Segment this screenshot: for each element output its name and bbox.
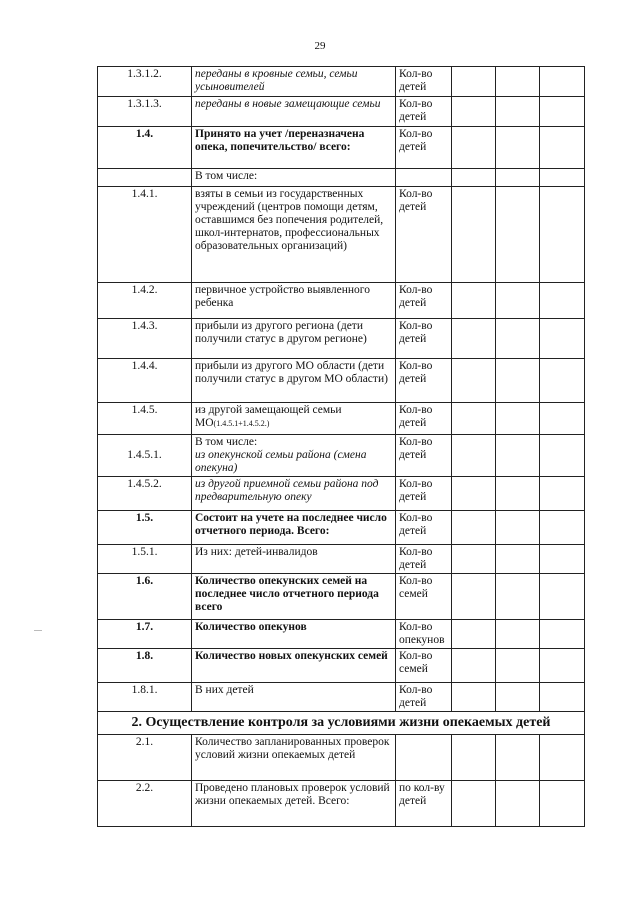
row-description: [192, 283, 396, 319]
row-unit: Кол-во детей: [396, 683, 452, 712]
row-description: [192, 649, 396, 683]
row-description-text: из опекунской семьи района (смена опекуна): [195, 449, 367, 474]
table-row: [98, 359, 585, 403]
value-cell[interactable]: [452, 283, 496, 319]
row-unit: Кол-во семей: [396, 574, 452, 620]
value-cell[interactable]: [452, 97, 496, 127]
value-cell[interactable]: [452, 477, 496, 511]
row-number: 1.4.1.: [98, 187, 192, 283]
row-unit: Кол-во детей: [396, 127, 452, 169]
table-row: [98, 435, 585, 477]
value-cell[interactable]: [452, 574, 496, 620]
value-cell[interactable]: [540, 97, 585, 127]
row-unit: Кол-во семей: [396, 649, 452, 683]
value-cell[interactable]: [540, 781, 585, 827]
row-number: 2.1.: [98, 735, 192, 781]
row-description-text: первичное устройство выявленного ребенка: [195, 284, 370, 309]
row-unit: Кол-во детей: [396, 67, 452, 97]
row-description-text: переданы в кровные семьи, семьи усыновителей: [195, 68, 358, 93]
value-cell[interactable]: [452, 649, 496, 683]
value-cell[interactable]: [496, 781, 540, 827]
row-number: 1.4.3.: [98, 319, 192, 359]
value-cell[interactable]: [452, 403, 496, 435]
value-cell[interactable]: [496, 319, 540, 359]
row-description: [192, 781, 396, 827]
row-description-text: Количество новых опекунских семей: [195, 650, 388, 662]
row-description: [192, 359, 396, 403]
table-row: [98, 511, 585, 545]
table-row: [98, 781, 585, 827]
row-description: [192, 319, 396, 359]
row-description: [192, 127, 396, 169]
row-unit: Кол-во детей: [396, 403, 452, 435]
page-number: 29: [314, 40, 326, 52]
margin-mark: [34, 630, 42, 631]
value-cell[interactable]: [496, 511, 540, 545]
row-unit: [396, 169, 452, 187]
row-number: 1.4.5.: [98, 403, 192, 435]
value-cell[interactable]: [540, 545, 585, 574]
row-description-text: В том числе:: [195, 170, 258, 182]
table-row: [98, 574, 585, 620]
row-description-text: из другой замещающей семьи МО: [195, 404, 342, 429]
table-row: [98, 127, 585, 169]
row-unit: Кол-во детей: [396, 511, 452, 545]
value-cell[interactable]: [452, 187, 496, 283]
table-row: [98, 97, 585, 127]
row-description-prefix: В том числе:: [195, 436, 258, 448]
section-2-title: 2. Осуществление контроля за условиями жизни опекаемых детей: [98, 712, 585, 735]
row-description: [192, 169, 396, 187]
value-cell[interactable]: [540, 127, 585, 169]
table-row: [98, 403, 585, 435]
row-description: [192, 477, 396, 511]
row-description: [192, 187, 396, 283]
row-description: [192, 435, 396, 477]
row-description-text: Принято на учет /переназначена опека, попечительство/ всего:: [195, 128, 365, 153]
table-row: [98, 67, 585, 97]
value-cell[interactable]: [496, 683, 540, 712]
row-description: [192, 403, 396, 435]
row-number: 1.4.5.2.: [98, 477, 192, 511]
value-cell[interactable]: [452, 620, 496, 649]
row-description: [192, 683, 396, 712]
value-cell[interactable]: [540, 574, 585, 620]
value-cell[interactable]: [452, 127, 496, 169]
row-description-text: Количество запланированных проверок условий жизни опекаемых детей: [195, 736, 390, 761]
row-description: [192, 735, 396, 781]
row-number: 2.2.: [98, 781, 192, 827]
value-cell[interactable]: [496, 169, 540, 187]
value-cell[interactable]: [496, 545, 540, 574]
row-description-text: переданы в новые замещающие семьи: [195, 98, 381, 110]
section-2: [98, 712, 585, 735]
row-number: 1.3.1.2.: [98, 67, 192, 97]
value-cell[interactable]: [496, 127, 540, 169]
value-cell[interactable]: [452, 735, 496, 781]
value-cell[interactable]: [452, 781, 496, 827]
table-row: [98, 187, 585, 283]
row-number: [98, 169, 192, 187]
table-row: [98, 735, 585, 781]
row-unit: Кол-во детей: [396, 283, 452, 319]
value-cell[interactable]: [540, 403, 585, 435]
row-unit: Кол-во детей: [396, 359, 452, 403]
value-cell[interactable]: [452, 67, 496, 97]
value-cell[interactable]: [540, 169, 585, 187]
section-1-rows: [98, 67, 585, 712]
row-number: 1.5.1.: [98, 545, 192, 574]
report-table: [97, 66, 585, 827]
value-cell[interactable]: [452, 435, 496, 477]
value-cell[interactable]: [540, 319, 585, 359]
value-cell[interactable]: [496, 735, 540, 781]
row-description-text: Количество опекунов: [195, 621, 307, 633]
row-description-text: Количество опекунских семей на последнее число отчетного периода всего: [195, 575, 379, 613]
table-row: [98, 649, 585, 683]
table-row: [98, 683, 585, 712]
value-cell[interactable]: [496, 359, 540, 403]
table-row: [98, 620, 585, 649]
value-cell[interactable]: [496, 620, 540, 649]
section-2-heading-row: [98, 712, 585, 735]
row-description: [192, 67, 396, 97]
row-description-text: Из них: детей-инвалидов: [195, 546, 318, 558]
row-description-text: прибыли из другого МО области (дети получили статус в другом МО области): [195, 360, 388, 385]
row-unit: Кол-во детей: [396, 477, 452, 511]
value-cell[interactable]: [496, 574, 540, 620]
table-row: [98, 545, 585, 574]
table-row: [98, 319, 585, 359]
value-cell[interactable]: [540, 649, 585, 683]
row-number: 1.4.: [98, 127, 192, 169]
row-number: 1.7.: [98, 620, 192, 649]
value-cell[interactable]: [496, 403, 540, 435]
row-description-text: взяты в семьи из государственных учреждений (центров помощи детям, оставшимся без попечения родителей, школ-интернатов, профессиональных образовательных организаций): [195, 188, 384, 252]
row-description-text: из другой приемной семьи района под предварительную опеку: [195, 478, 379, 503]
row-description: [192, 97, 396, 127]
row-unit: [396, 735, 452, 781]
row-number: 1.3.1.3.: [98, 97, 192, 127]
value-cell[interactable]: [540, 477, 585, 511]
table-row: [98, 283, 585, 319]
row-description-text: прибыли из другого региона (дети получили статус в другом регионе): [195, 320, 367, 345]
value-cell[interactable]: [452, 169, 496, 187]
value-cell[interactable]: [496, 435, 540, 477]
table-row: [98, 477, 585, 511]
row-description: [192, 620, 396, 649]
value-cell[interactable]: [452, 359, 496, 403]
value-cell[interactable]: [540, 683, 585, 712]
row-unit: по кол-ву детей: [396, 781, 452, 827]
value-cell[interactable]: [540, 735, 585, 781]
value-cell[interactable]: [452, 545, 496, 574]
section-2-rows: [98, 735, 585, 827]
row-number: 1.5.: [98, 511, 192, 545]
row-description: [192, 574, 396, 620]
row-number: 1.4.5.1.: [98, 435, 192, 477]
row-description-text: Проведено плановых проверок условий жизни опекаемых детей. Всего:: [195, 782, 390, 807]
value-cell[interactable]: [540, 511, 585, 545]
row-number: 1.8.1.: [98, 683, 192, 712]
value-cell[interactable]: [496, 187, 540, 283]
value-cell[interactable]: [540, 67, 585, 97]
row-description-text: Состоит на учете на последнее число отчетного периода. Всего:: [195, 512, 387, 537]
value-cell[interactable]: [540, 187, 585, 283]
value-cell[interactable]: [540, 435, 585, 477]
value-cell[interactable]: [452, 511, 496, 545]
value-cell[interactable]: [496, 477, 540, 511]
value-cell[interactable]: [540, 283, 585, 319]
value-cell[interactable]: [496, 97, 540, 127]
row-unit: Кол-во детей: [396, 97, 452, 127]
value-cell[interactable]: [540, 359, 585, 403]
row-number: 1.4.2.: [98, 283, 192, 319]
row-unit: Кол-во детей: [396, 545, 452, 574]
value-cell[interactable]: [496, 67, 540, 97]
row-unit: Кол-во детей: [396, 187, 452, 283]
value-cell[interactable]: [496, 283, 540, 319]
row-description-formula: (1.4.5.1+1.4.5.2.): [213, 419, 270, 428]
row-unit: Кол-во детей: [396, 319, 452, 359]
row-number: 1.6.: [98, 574, 192, 620]
row-number: 1.4.4.: [98, 359, 192, 403]
value-cell[interactable]: [540, 620, 585, 649]
row-number: 1.8.: [98, 649, 192, 683]
table-row: [98, 169, 585, 187]
value-cell[interactable]: [452, 683, 496, 712]
value-cell[interactable]: [496, 649, 540, 683]
row-description: [192, 545, 396, 574]
row-description: [192, 511, 396, 545]
value-cell[interactable]: [452, 319, 496, 359]
row-unit: Кол-во опекунов: [396, 620, 452, 649]
row-unit: Кол-во детей: [396, 435, 452, 477]
row-description-text: В них детей: [195, 684, 254, 696]
